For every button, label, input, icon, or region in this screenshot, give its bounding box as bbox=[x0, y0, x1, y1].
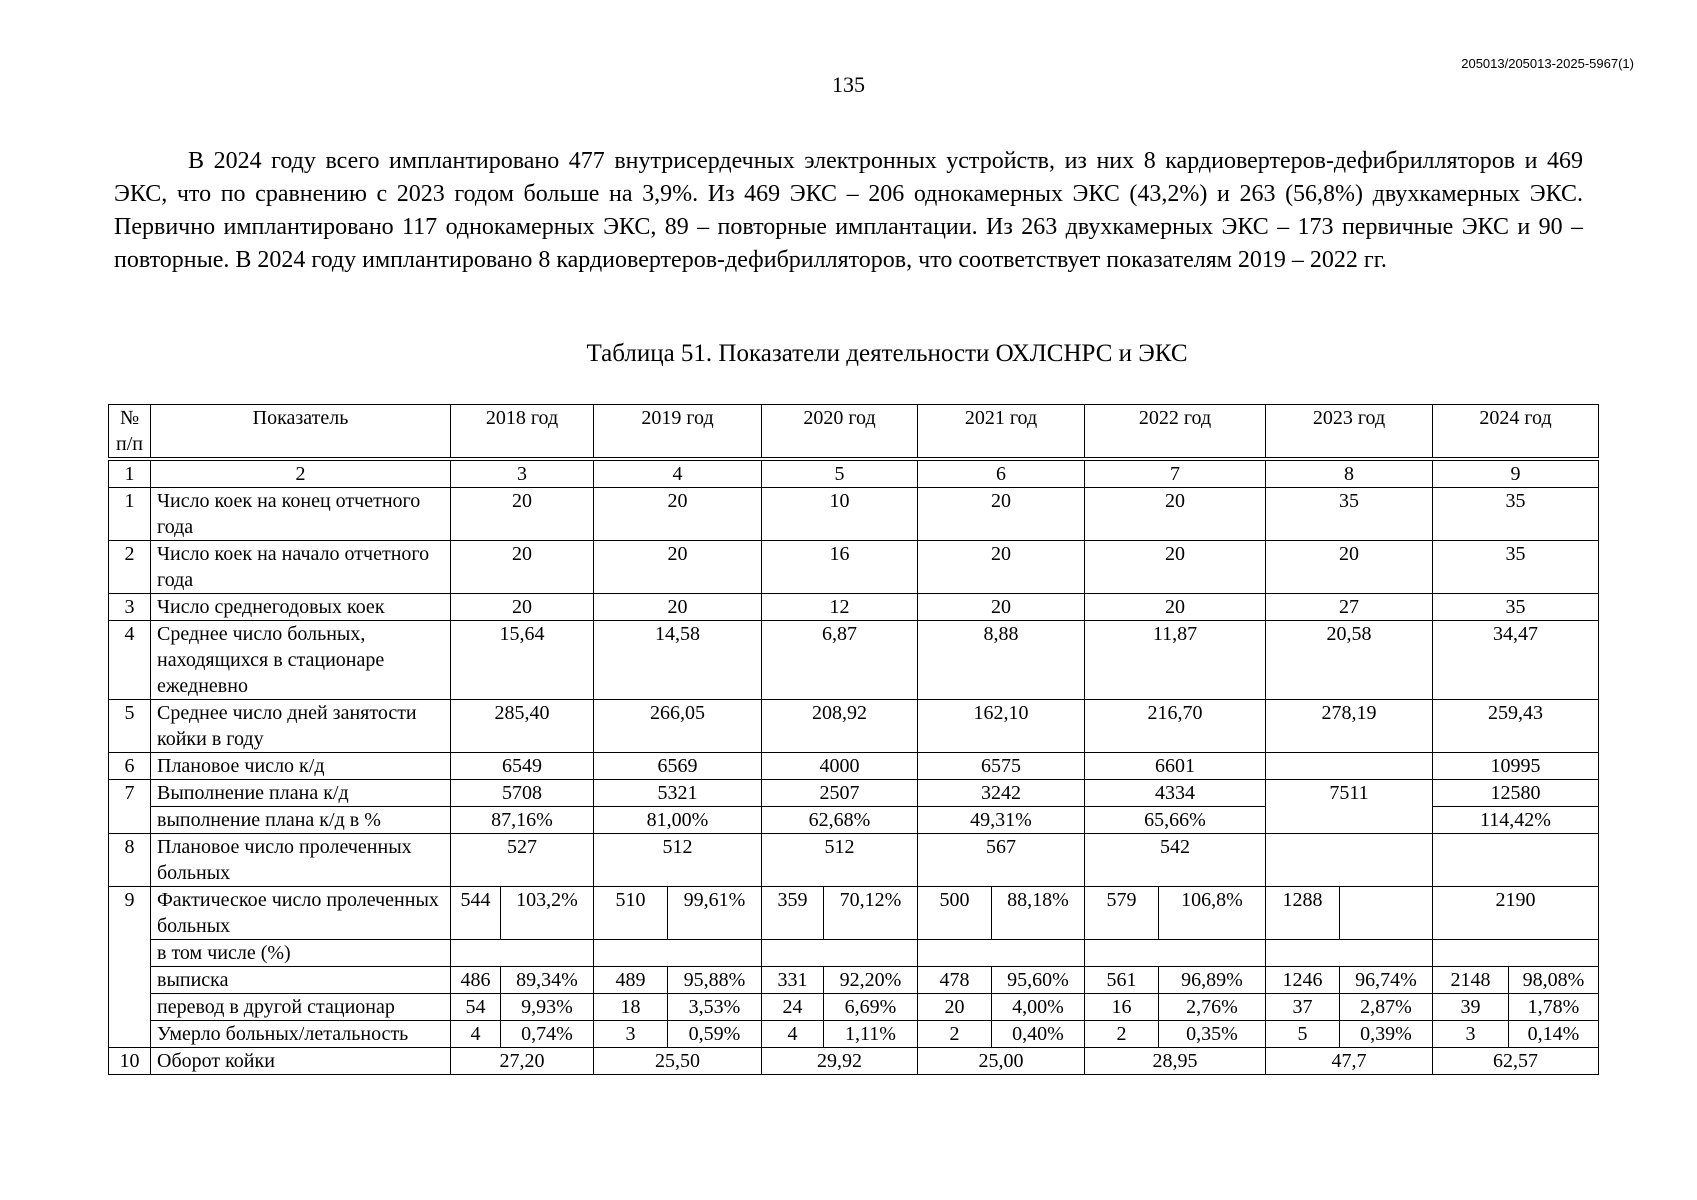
table-row bbox=[109, 967, 1599, 994]
value-cell bbox=[594, 940, 762, 967]
percent-cell: 1,11% bbox=[824, 1021, 918, 1048]
row-label: Число коек на конец отчетного года bbox=[151, 488, 451, 541]
header-cell: № п/п bbox=[109, 405, 151, 460]
value-cell: 16 bbox=[762, 541, 918, 594]
value-cell bbox=[1266, 834, 1433, 887]
value-cell: 6601 bbox=[1085, 753, 1266, 780]
value-cell: 489 bbox=[594, 967, 668, 994]
row-label: Умерло больных/летальность bbox=[151, 1021, 451, 1048]
table-row bbox=[109, 753, 1599, 780]
value-cell bbox=[1433, 834, 1599, 887]
table-row bbox=[109, 887, 1599, 940]
value-cell: 39 bbox=[1433, 994, 1509, 1021]
row-number: 10 bbox=[109, 1048, 151, 1075]
value-cell: 3 bbox=[1433, 1021, 1509, 1048]
value-cell: 4 bbox=[762, 1021, 824, 1048]
percent-cell: 9,93% bbox=[501, 994, 594, 1021]
row-number: 4 bbox=[109, 621, 151, 700]
percent-cell: 99,61% bbox=[668, 887, 762, 940]
percent-cell: 0,14% bbox=[1509, 1021, 1599, 1048]
header-cell: 2018 год bbox=[451, 405, 594, 460]
column-number-cell: 3 bbox=[451, 459, 594, 488]
value-cell: 6,87 bbox=[762, 621, 918, 700]
value-cell bbox=[1085, 940, 1266, 967]
value-cell: 25,50 bbox=[594, 1048, 762, 1075]
value-cell: 4 bbox=[451, 1021, 501, 1048]
column-number-cell: 2 bbox=[151, 459, 451, 488]
value-cell: 579 bbox=[1085, 887, 1159, 940]
row-number: 5 bbox=[109, 700, 151, 753]
value-cell: 6575 bbox=[918, 753, 1085, 780]
value-cell: 54 bbox=[451, 994, 501, 1021]
value-cell: 20 bbox=[918, 994, 992, 1021]
value-cell bbox=[1266, 753, 1433, 780]
paragraph-text: В 2024 году всего имплантировано 477 внутрисердечных электронных устройств, из них 8 кардиовертеров-дефибрилляторов и 469 ЭКС, что по сравнению с 2023 годом больше на 3,9%. Из 469 ЭКС – 206 однокамерных ЭКС (43,2%) и 263 (56,8%) двухкамерных ЭКС. Первично имплантировано 117 однокамерных ЭКС, 89 – повторные имплантации. Из 263 двухкамерных ЭКС – 173 первичные ЭКС и 90 – повторные. В 2024 году имплантировано 8 кардиовертеров-дефибрилляторов, что соответствует показателям 2019 – 2022 гг. bbox=[114, 148, 1583, 273]
value-cell: 567 bbox=[918, 834, 1085, 887]
value-cell: 20 bbox=[594, 488, 762, 541]
value-cell: 15,64 bbox=[451, 621, 594, 700]
table-row bbox=[109, 488, 1599, 541]
value-cell: 500 bbox=[918, 887, 992, 940]
value-cell: 18 bbox=[594, 994, 668, 1021]
value-cell: 20 bbox=[451, 488, 594, 541]
document-id: 205013/205013-2025-5967(1) bbox=[1461, 56, 1634, 71]
value-cell: 35 bbox=[1433, 541, 1599, 594]
value-cell: 25,00 bbox=[918, 1048, 1085, 1075]
value-cell: 3 bbox=[594, 1021, 668, 1048]
percent-cell: 0,59% bbox=[668, 1021, 762, 1048]
value-cell: 10 bbox=[762, 488, 918, 541]
value-cell: 24 bbox=[762, 994, 824, 1021]
value-cell: 87,16% bbox=[451, 807, 594, 834]
percent-cell: 0,74% bbox=[501, 1021, 594, 1048]
value-cell: 510 bbox=[594, 887, 668, 940]
percent-cell: 95,88% bbox=[668, 967, 762, 994]
value-cell: 7511 bbox=[1266, 780, 1433, 807]
table-row bbox=[109, 594, 1599, 621]
percent-cell: 88,18% bbox=[992, 887, 1085, 940]
value-cell: 359 bbox=[762, 887, 824, 940]
value-cell: 331 bbox=[762, 967, 824, 994]
value-cell: 35 bbox=[1433, 488, 1599, 541]
value-cell: 2190 bbox=[1433, 887, 1599, 940]
value-cell: 20 bbox=[594, 594, 762, 621]
column-number-cell: 1 bbox=[109, 459, 151, 488]
value-cell bbox=[1266, 940, 1433, 967]
row-label: выписка bbox=[151, 967, 451, 994]
row-label: выполнение плана к/д в % bbox=[151, 807, 451, 834]
value-cell: 14,58 bbox=[594, 621, 762, 700]
value-cell: 20 bbox=[1085, 488, 1266, 541]
column-number-cell: 7 bbox=[1085, 459, 1266, 488]
value-cell: 20,58 bbox=[1266, 621, 1433, 700]
header-row bbox=[109, 405, 1599, 460]
percent-cell: 2,87% bbox=[1340, 994, 1433, 1021]
row-label: Плановое число к/д bbox=[151, 753, 451, 780]
value-cell bbox=[1433, 940, 1599, 967]
row-label: Плановое число пролеченных больных bbox=[151, 834, 451, 887]
percent-cell bbox=[1340, 887, 1433, 940]
value-cell: 2 bbox=[918, 1021, 992, 1048]
percent-cell: 3,53% bbox=[668, 994, 762, 1021]
value-cell: 37 bbox=[1266, 994, 1340, 1021]
value-cell: 527 bbox=[451, 834, 594, 887]
percent-cell: 96,74% bbox=[1340, 967, 1433, 994]
header-cell: 2020 год bbox=[762, 405, 918, 460]
percent-cell: 0,40% bbox=[992, 1021, 1085, 1048]
value-cell: 2148 bbox=[1433, 967, 1509, 994]
value-cell: 12580 bbox=[1433, 780, 1599, 807]
value-cell: 486 bbox=[451, 967, 501, 994]
row-number: 9 bbox=[109, 887, 151, 1048]
value-cell: 1246 bbox=[1266, 967, 1340, 994]
percent-cell: 92,20% bbox=[824, 967, 918, 994]
row-label: Оборот койки bbox=[151, 1048, 451, 1075]
table-row bbox=[109, 1048, 1599, 1075]
value-cell: 20 bbox=[451, 541, 594, 594]
value-cell: 20 bbox=[918, 541, 1085, 594]
value-cell bbox=[1266, 807, 1433, 834]
row-label: перевод в другой стационар bbox=[151, 994, 451, 1021]
value-cell: 29,92 bbox=[762, 1048, 918, 1075]
value-cell: 5708 bbox=[451, 780, 594, 807]
value-cell: 16 bbox=[1085, 994, 1159, 1021]
value-cell: 1288 bbox=[1266, 887, 1340, 940]
value-cell: 3242 bbox=[918, 780, 1085, 807]
value-cell: 34,47 bbox=[1433, 621, 1599, 700]
value-cell: 278,19 bbox=[1266, 700, 1433, 753]
percent-cell: 4,00% bbox=[992, 994, 1085, 1021]
value-cell: 544 bbox=[451, 887, 501, 940]
value-cell: 6549 bbox=[451, 753, 594, 780]
value-cell: 542 bbox=[1085, 834, 1266, 887]
value-cell: 47,7 bbox=[1266, 1048, 1433, 1075]
table-row bbox=[109, 994, 1599, 1021]
row-number: 7 bbox=[109, 780, 151, 834]
percent-cell: 95,60% bbox=[992, 967, 1085, 994]
table-row bbox=[109, 940, 1599, 967]
row-number: 3 bbox=[109, 594, 151, 621]
value-cell: 162,10 bbox=[918, 700, 1085, 753]
row-label: Выполнение плана к/д bbox=[151, 780, 451, 807]
percent-cell: 106,8% bbox=[1159, 887, 1266, 940]
value-cell bbox=[762, 940, 918, 967]
column-number-cell: 8 bbox=[1266, 459, 1433, 488]
column-number-cell: 6 bbox=[918, 459, 1085, 488]
value-cell: 65,66% bbox=[1085, 807, 1266, 834]
row-label: Число коек на начало отчетного года bbox=[151, 541, 451, 594]
value-cell: 5321 bbox=[594, 780, 762, 807]
percent-cell: 0,39% bbox=[1340, 1021, 1433, 1048]
value-cell bbox=[451, 940, 594, 967]
value-cell: 512 bbox=[594, 834, 762, 887]
header-cell: 2021 год bbox=[918, 405, 1085, 460]
header-cell: 2019 год bbox=[594, 405, 762, 460]
percent-cell: 70,12% bbox=[824, 887, 918, 940]
value-cell: 27,20 bbox=[451, 1048, 594, 1075]
row-label: в том числе (%) bbox=[151, 940, 451, 967]
value-cell: 12 bbox=[762, 594, 918, 621]
value-cell: 20 bbox=[1085, 541, 1266, 594]
value-cell: 20 bbox=[918, 488, 1085, 541]
row-label: Среднее число больных, находящихся в стационаре ежедневно bbox=[151, 621, 451, 700]
percent-cell: 89,34% bbox=[501, 967, 594, 994]
column-number-cell: 5 bbox=[762, 459, 918, 488]
value-cell: 6569 bbox=[594, 753, 762, 780]
value-cell: 285,40 bbox=[451, 700, 594, 753]
row-label: Число среднегодовых коек bbox=[151, 594, 451, 621]
value-cell: 35 bbox=[1433, 594, 1599, 621]
percent-cell: 1,78% bbox=[1509, 994, 1599, 1021]
value-cell: 259,43 bbox=[1433, 700, 1599, 753]
value-cell: 5 bbox=[1266, 1021, 1340, 1048]
value-cell: 62,57 bbox=[1433, 1048, 1599, 1075]
row-number: 2 bbox=[109, 541, 151, 594]
header-cell: 2023 год bbox=[1266, 405, 1433, 460]
value-cell: 2507 bbox=[762, 780, 918, 807]
table-row bbox=[109, 541, 1599, 594]
percent-cell: 103,2% bbox=[501, 887, 594, 940]
table-row bbox=[109, 1021, 1599, 1048]
row-number: 8 bbox=[109, 834, 151, 887]
value-cell: 49,31% bbox=[918, 807, 1085, 834]
value-cell: 2 bbox=[1085, 1021, 1159, 1048]
header-cell: 2024 год bbox=[1433, 405, 1599, 460]
value-cell: 208,92 bbox=[762, 700, 918, 753]
row-number: 6 bbox=[109, 753, 151, 780]
value-cell: 20 bbox=[918, 594, 1085, 621]
header-cell: 2022 год bbox=[1085, 405, 1266, 460]
table-row bbox=[109, 834, 1599, 887]
value-cell: 4000 bbox=[762, 753, 918, 780]
page-number: 135 bbox=[832, 72, 865, 97]
table-caption: Таблица 51. Показатели деятельности ОХЛСНРС и ЭКС bbox=[586, 340, 1188, 367]
row-label: Среднее число дней занятости койки в году bbox=[151, 700, 451, 753]
value-cell: 478 bbox=[918, 967, 992, 994]
table-row bbox=[109, 621, 1599, 700]
column-number-cell: 9 bbox=[1433, 459, 1599, 488]
value-cell: 62,68% bbox=[762, 807, 918, 834]
value-cell: 20 bbox=[451, 594, 594, 621]
body-paragraph bbox=[114, 145, 1583, 277]
table-row bbox=[109, 780, 1599, 807]
table-row bbox=[109, 807, 1599, 834]
value-cell: 10995 bbox=[1433, 753, 1599, 780]
value-cell: 114,42% bbox=[1433, 807, 1599, 834]
value-cell: 27 bbox=[1266, 594, 1433, 621]
row-number: 1 bbox=[109, 488, 151, 541]
table-row bbox=[109, 700, 1599, 753]
value-cell: 561 bbox=[1085, 967, 1159, 994]
value-cell: 216,70 bbox=[1085, 700, 1266, 753]
value-cell: 266,05 bbox=[594, 700, 762, 753]
value-cell: 11,87 bbox=[1085, 621, 1266, 700]
row-label: Фактическое число пролеченных больных bbox=[151, 887, 451, 940]
percent-cell: 2,76% bbox=[1159, 994, 1266, 1021]
value-cell: 81,00% bbox=[594, 807, 762, 834]
column-number-cell: 4 bbox=[594, 459, 762, 488]
percent-cell: 6,69% bbox=[824, 994, 918, 1021]
value-cell: 4334 bbox=[1085, 780, 1266, 807]
value-cell: 8,88 bbox=[918, 621, 1085, 700]
value-cell: 20 bbox=[1266, 541, 1433, 594]
percent-cell: 96,89% bbox=[1159, 967, 1266, 994]
value-cell: 512 bbox=[762, 834, 918, 887]
header-cell: Показатель bbox=[151, 405, 451, 460]
value-cell: 20 bbox=[1085, 594, 1266, 621]
value-cell bbox=[918, 940, 1085, 967]
percent-cell: 98,08% bbox=[1509, 967, 1599, 994]
column-number-row bbox=[109, 459, 1599, 488]
indicators-table bbox=[108, 404, 1599, 1075]
value-cell: 28,95 bbox=[1085, 1048, 1266, 1075]
value-cell: 20 bbox=[594, 541, 762, 594]
value-cell: 35 bbox=[1266, 488, 1433, 541]
percent-cell: 0,35% bbox=[1159, 1021, 1266, 1048]
